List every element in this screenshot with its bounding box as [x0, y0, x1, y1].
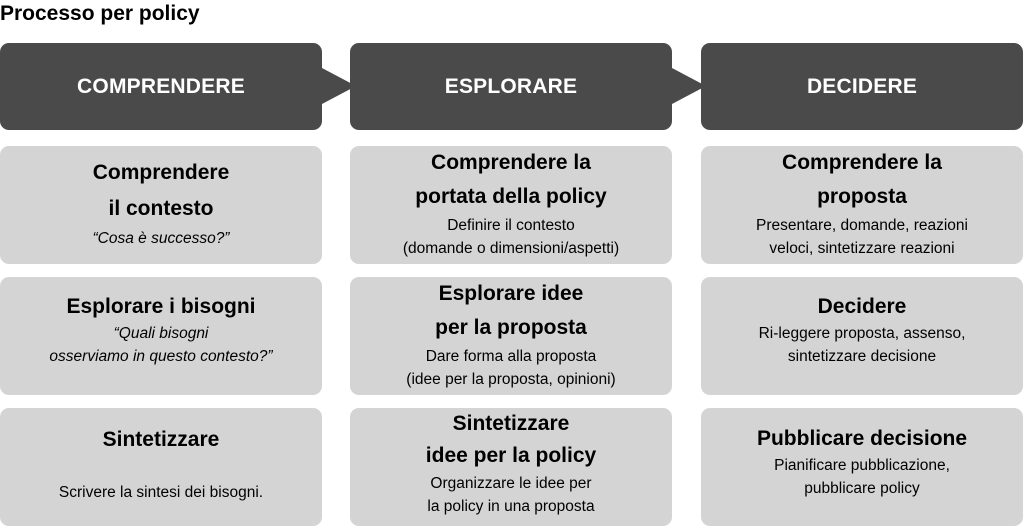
card-description-line: Organizzare le idee per: [430, 475, 592, 492]
card-description-line: veloci, sintetizzare reazioni: [769, 240, 955, 257]
card-heading: [435, 277, 587, 345]
card-comprendere-portata: [350, 146, 672, 264]
card-heading: [103, 425, 220, 455]
card-comprendere-proposta: [701, 146, 1023, 264]
card-description: [427, 472, 594, 518]
card-description-line: Definire il contesto: [447, 217, 575, 234]
card-description-line: Dare forma alla proposta: [425, 348, 597, 365]
diagram-title: Processo per policy: [0, 2, 200, 25]
card-heading-line: Esplorare i bisogni: [66, 295, 256, 318]
card-description-line: Ri-leggere proposta, assenso,: [758, 325, 966, 342]
card-description-line: pubblicare policy: [804, 480, 920, 497]
card-heading-line: Esplorare idee: [438, 282, 584, 305]
card-heading: [415, 146, 606, 214]
card-heading-line: per la proposta: [435, 316, 587, 339]
card-heading-line: portata della policy: [415, 185, 607, 208]
card-pubblicare-decisione: [701, 408, 1023, 526]
card-description: [774, 454, 950, 500]
card-heading-line: Comprendere la: [782, 151, 942, 174]
card-description-line: Pianificare pubblicazione,: [774, 457, 950, 474]
card-heading: [66, 292, 255, 322]
card-heading-line: il contesto: [108, 197, 214, 220]
phase-header-decidere: DECIDERE: [701, 43, 1023, 130]
card-heading-line: Sintetizzare: [452, 412, 570, 435]
card-heading: [782, 146, 942, 214]
card-question: [93, 227, 230, 250]
card-heading: [426, 408, 596, 472]
card-esplorare-idee: [350, 277, 672, 395]
card-heading: [757, 424, 967, 454]
card-heading-line: idee per la policy: [425, 444, 597, 467]
card-heading-line: Sintetizzare: [102, 428, 220, 451]
card-sintetizzare: [0, 408, 322, 526]
card-esplorare-bisogni: [0, 277, 322, 395]
card-question: [49, 322, 272, 368]
card-heading-line: Pubblicare decisione: [756, 427, 968, 450]
card-question-line: osserviamo in questo contesto?”: [49, 348, 273, 365]
card-description: [403, 214, 619, 260]
card-heading-line: proposta: [817, 185, 907, 208]
card-description-line: sintetizzare decisione: [787, 348, 937, 365]
card-decidere: [701, 277, 1023, 395]
card-heading-line: Decidere: [817, 295, 907, 318]
card-question-line: “Cosa è successo?”: [92, 230, 230, 247]
card-heading-line: Comprendere: [92, 161, 230, 184]
card-heading: [818, 292, 907, 322]
card-description-line: (idee per la proposta, opinioni): [406, 371, 616, 388]
card-sintetizzare-idee: [350, 408, 672, 526]
card-description: [59, 481, 263, 504]
card-heading-line: Comprendere la: [431, 151, 591, 174]
card-comprendere-contesto: [0, 146, 322, 264]
card-description: [759, 322, 966, 368]
card-description: [406, 345, 615, 391]
phase-header-esplorare: ESPLORARE: [350, 43, 672, 130]
card-question-line: “Quali bisogni: [113, 325, 209, 342]
card-description-line: Scrivere la sintesi dei bisogni.: [58, 484, 264, 501]
card-description-line: Presentare, domande, reazioni: [756, 217, 968, 234]
card-heading: [93, 155, 230, 227]
card-description-line: la policy in una proposta: [427, 498, 595, 515]
phase-header-comprendere: COMPRENDERE: [0, 43, 322, 130]
card-description: [756, 214, 968, 260]
card-description-line: (domande o dimensioni/aspetti): [402, 240, 620, 257]
